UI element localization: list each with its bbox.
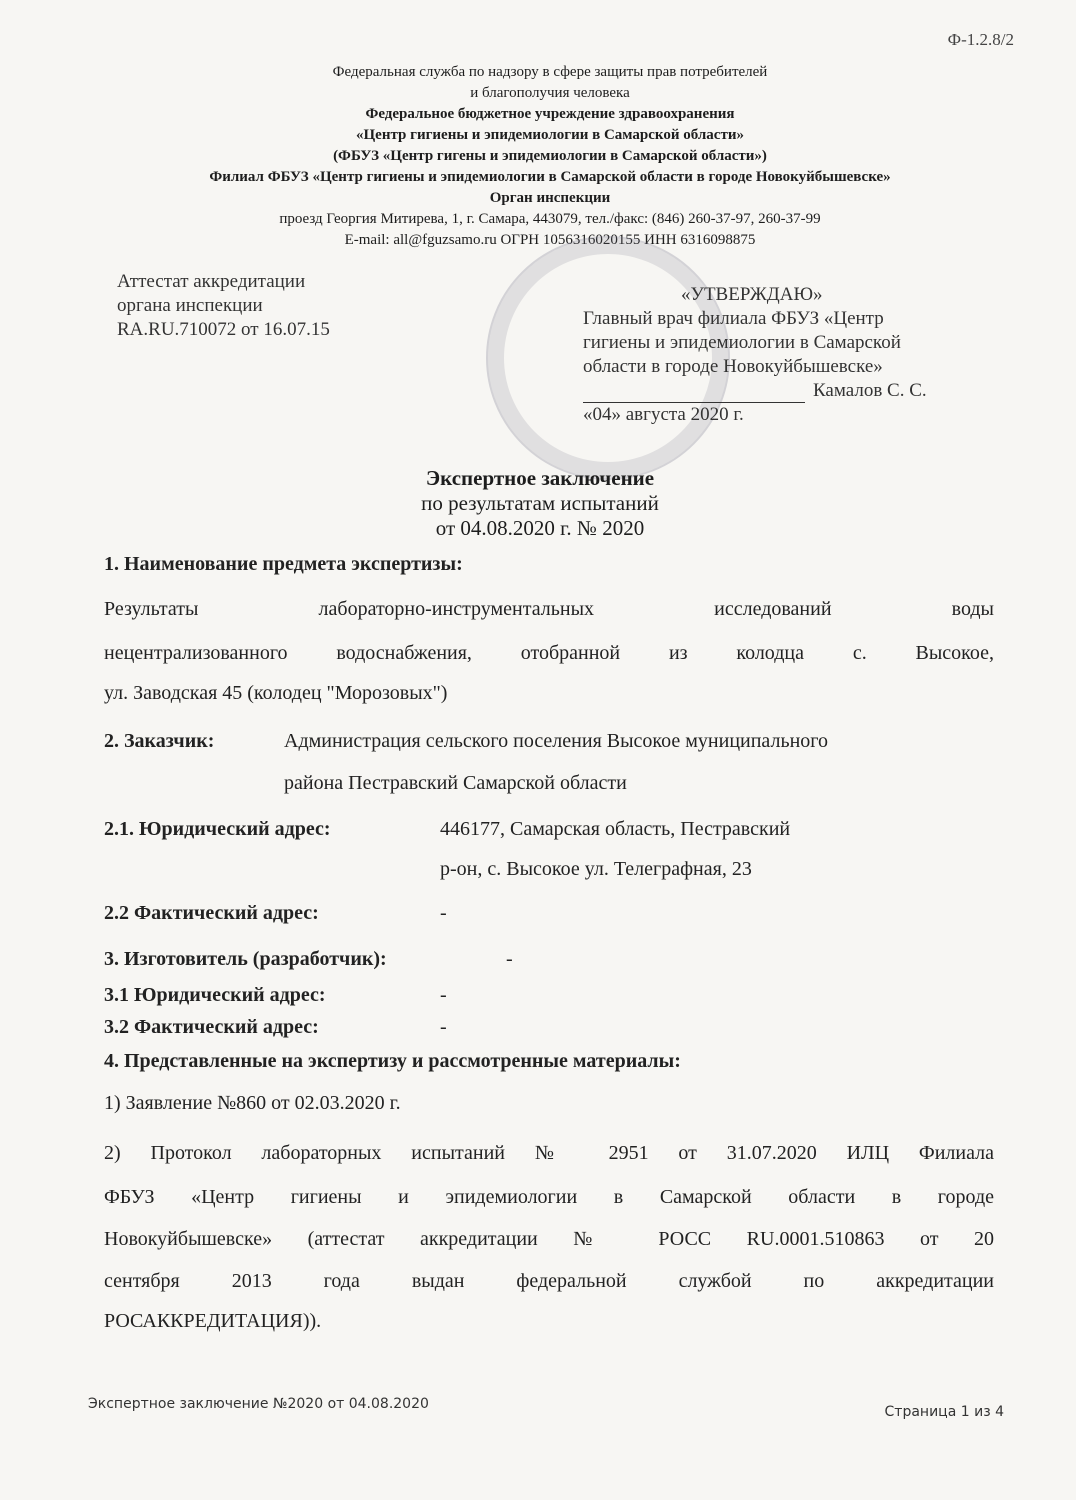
signature-row (583, 379, 963, 403)
approval-line: гигиены и эпидемиологии в Самарской (583, 332, 901, 353)
title-number: от 04.08.2020 г. № 2020 (435, 516, 645, 540)
section-2-1-value: 446177, Самарская область, Пестравский (440, 818, 791, 840)
header-line: Федеральное бюджетное учреждение здравоохранения (365, 106, 735, 122)
form-code: Ф-1.2.8/2 (947, 30, 1014, 49)
accreditation-line: RA.RU.710072 от 16.07.15 (117, 319, 330, 340)
footer-document-ref: Экспертное заключение №2020 от 04.08.2020 (88, 1396, 429, 1412)
section-4-label: 4. Представленные на экспертизу и рассмотренные материалы: (104, 1050, 681, 1072)
header-line: E-mail: all@fguzsamo.ru ОГРН 1056316020155 ИНН 6316098875 (344, 232, 756, 248)
section-3-value: - (506, 948, 513, 970)
material-item-line: ФБУЗ «Центр гигиены и эпидемиологии в Самарской области в городе (104, 1186, 994, 1208)
footer-page-number: Страница 1 из 4 (884, 1404, 1004, 1420)
section-1-line: нецентрализованного водоснабжения, отобранной из колодца с. Высокое, (104, 642, 994, 664)
header-line: и благополучия человека (470, 85, 630, 101)
document-title (300, 466, 780, 541)
section-3-1-value: - (440, 984, 447, 1006)
header-line: «Центр гигиены и эпидемиологии в Самарской области» (356, 127, 744, 143)
accreditation-line: Аттестат аккредитации (117, 271, 306, 292)
approval-date: «04» августа 2020 г. (583, 404, 744, 425)
section-3-2-label: 3.2 Фактический адрес: (104, 1016, 319, 1038)
section-2-2-label: 2.2 Фактический адрес: (104, 902, 319, 924)
signer-name: Камалов С. С. (813, 380, 927, 401)
material-item-line: 2) Протокол лабораторных испытаний № 2951 от 31.07.2020 ИЛЦ Филиала (104, 1142, 994, 1164)
organization-header (120, 62, 980, 251)
title-main: Экспертное заключение (425, 466, 655, 490)
approval-line: области в городе Новокуйбышевске» (583, 356, 883, 377)
signature-line (583, 384, 805, 403)
section-3-1-row (104, 984, 994, 1007)
material-item-line: сентября 2013 года выдан федеральной службой по аккредитации (104, 1270, 994, 1292)
section-2-1-label: 2.1. Юридический адрес: (104, 818, 331, 840)
material-item: 1) Заявление №860 от 02.03.2020 г. (104, 1092, 401, 1114)
approval-line: Главный врач филиала ФБУЗ «Центр (583, 308, 884, 329)
section-2-1-row (104, 818, 994, 841)
header-line: Орган инспекции (489, 190, 611, 206)
accreditation-block (117, 270, 330, 342)
section-2-2-row (104, 902, 994, 925)
section-1-line: Результаты лабораторно-инструментальных исследований воды (104, 598, 994, 620)
section-2-row (104, 730, 994, 753)
section-2-value: Администрация сельского поселения Высокое муниципального (284, 730, 828, 752)
section-3-1-label: 3.1 Юридический адрес: (104, 984, 326, 1006)
material-item-line: РОСАККРЕДИТАЦИЯ)). (104, 1310, 322, 1332)
section-2-label: 2. Заказчик: (104, 730, 215, 752)
header-line: проезд Георгия Митирева, 1, г. Самара, 443079, тел./факс: (846) 260-37-97, 260-37-99 (279, 211, 821, 227)
section-3-label: 3. Изготовитель (разработчик): (104, 948, 387, 970)
accreditation-line: органа инспекции (117, 295, 263, 316)
header-line: (ФБУЗ «Центр гигены и эпидемиологии в Самарской области») (333, 148, 767, 164)
header-line: Федеральная служба по надзору в сфере защиты прав потребителей (332, 64, 768, 80)
material-item-line: Новокуйбышевске» (аттестат аккредитации № РОСС RU.0001.510863 от 20 (104, 1228, 994, 1250)
section-2-1-value: р-он, с. Высокое ул. Телеграфная, 23 (440, 858, 752, 880)
section-3-2-row (104, 1016, 994, 1039)
section-2-2-value: - (440, 902, 447, 924)
section-3-row (104, 948, 994, 971)
section-1-line: ул. Заводская 45 (колодец "Морозовых") (104, 682, 448, 704)
title-sub: по результатам испытаний (421, 491, 659, 515)
section-3-2-value: - (440, 1016, 447, 1038)
header-line: Филиал ФБУЗ «Центр гигиены и эпидемиологии в Самарской области в городе Новокуйбышевске» (209, 169, 891, 185)
approval-heading: «УТВЕРЖДАЮ» (681, 284, 823, 305)
approval-block (583, 283, 963, 427)
section-1-label: 1. Наименование предмета экспертизы: (104, 553, 463, 575)
section-2-value: района Пестравский Самарской области (284, 772, 627, 794)
